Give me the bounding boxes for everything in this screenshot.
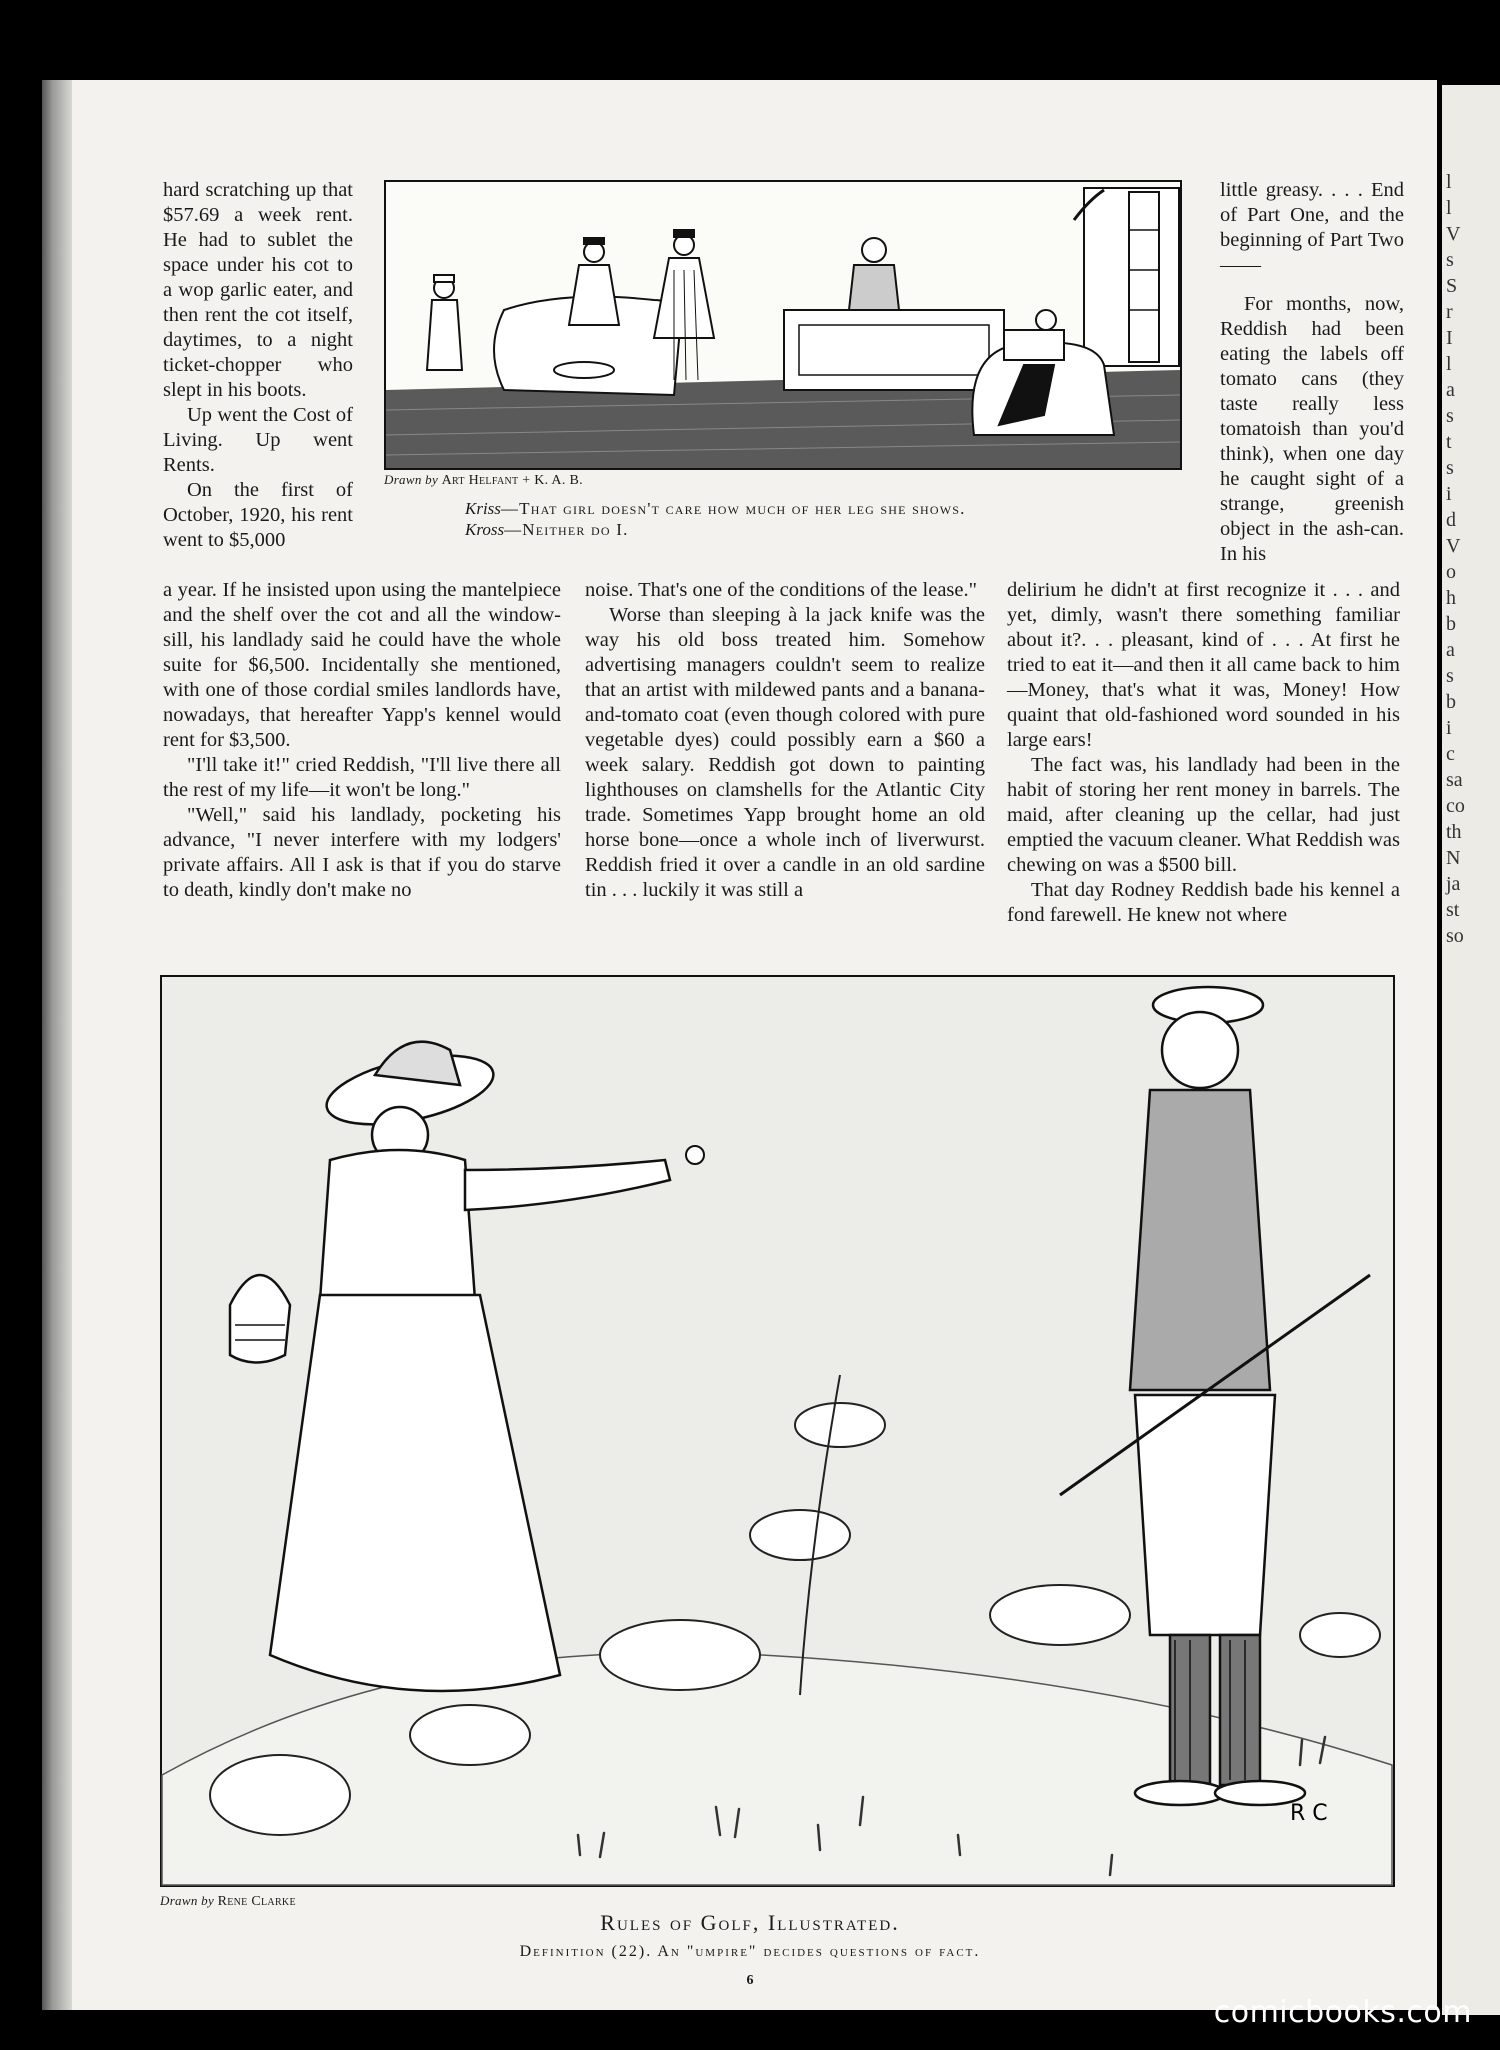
site-watermark: comicbooks.com <box>1213 1995 1472 2030</box>
adjacent-page-text-fragment: S <box>1446 275 1458 297</box>
adjacent-page-text-fragment: s <box>1446 665 1454 687</box>
credit-name: Art Helfant + K. A. B. <box>441 473 583 488</box>
cartoon-credit <box>384 472 583 489</box>
adjacent-page-text-fragment: co <box>1446 795 1465 817</box>
page-number: 6 <box>746 1973 754 1988</box>
adjacent-page-text-fragment: a <box>1446 639 1455 661</box>
paragraph: hard scratching up that $57.69 a week rent. He had to sublet the space under his cot to a wop garlic eater, and then rent the cot itself, daytimes, to a night ticket-chopper who slept in his boots. <box>163 179 353 401</box>
adjacent-page-text-fragment: i <box>1446 717 1452 739</box>
adjacent-page-text-fragment: d <box>1446 509 1456 531</box>
adjacent-page-text-fragment: N <box>1446 847 1461 869</box>
artist-signature: R C <box>1290 1801 1328 1826</box>
paragraph: "Well," said his landlady, pocketing his advance, "I never interfere with my lodgers' private affairs. All I ask is that if you do starve to death, kindly don't make no <box>163 804 561 901</box>
adjacent-page-text-fragment: r <box>1446 301 1453 323</box>
adjacent-page-text-fragment: ja <box>1446 873 1461 895</box>
caption-text: —Neither do I. <box>504 520 629 539</box>
page-binding <box>42 80 72 2010</box>
adjacent-page-text-fragment: so <box>1446 925 1464 947</box>
text-column-2 <box>585 578 985 903</box>
adjacent-page-text-fragment: st <box>1446 899 1460 921</box>
paragraph: "I'll take it!" cried Reddish, "I'll live there all the rest of my life—it won't be long." <box>163 754 561 801</box>
adjacent-page-text-fragment: th <box>1446 821 1462 843</box>
credit-prefix: Drawn by <box>160 1893 215 1908</box>
paragraph: noise. That's one of the conditions of the lease." <box>585 579 977 601</box>
adjacent-page-text-fragment: sa <box>1446 769 1463 791</box>
adjacent-page-text-fragment: h <box>1446 587 1456 609</box>
text-column-top-right <box>1220 178 1404 567</box>
adjacent-page-text-fragment: t <box>1446 431 1452 453</box>
paragraph: little greasy. . . . End of Part One, and the beginning of Part Two—— <box>1220 179 1404 276</box>
paragraph: The fact was, his landlady had been in the habit of storing her rent money in barrels. The maid, after cleaning up the cellar, had just emptied the vacuum cleaner. What Reddish was chewing on was a $500 bill. <box>1007 754 1400 876</box>
cartoon-subtitle: Definition (22). An "umpire" decides questions of fact. <box>519 1943 981 1960</box>
adjacent-page-text-fragment: s <box>1446 405 1454 427</box>
adjacent-page-edge <box>1442 85 1500 2015</box>
caption-speaker: Kriss <box>465 499 501 518</box>
paragraph: a year. If he insisted upon using the mantelpiece and the shelf over the cot and all the window-sill, his landlady said he could have the whole suite for $6,500. Incidentally she mentioned, with one of those cordial smiles landlords have, nowadays, that hereafter Yapp's kennel would rent for $3,500. <box>163 579 561 751</box>
cartoon-title: Rules of Golf, Illustrated. <box>600 1910 900 1935</box>
adjacent-page-text-fragment: b <box>1446 691 1456 713</box>
paragraph: delirium he didn't at first recognize it . . . and yet, dimly, wasn't there something familiar about it?. . . pleasant, kind of . . . At first he tried to eat it—and then it all came back to him—Money, that's what it was, Money! How quaint that old-fashioned word sounded in his large ears! <box>1007 579 1400 751</box>
text-column-top-left <box>163 178 353 553</box>
adjacent-page-text-fragment: l <box>1446 353 1452 375</box>
adjacent-page-text-fragment: c <box>1446 743 1455 765</box>
cartoon-illustration-office <box>384 180 1182 470</box>
caption-speaker: Kross <box>465 520 505 539</box>
cartoon-illustration-golf <box>160 975 1395 1887</box>
adjacent-page-text-fragment: l <box>1446 171 1452 193</box>
adjacent-page-text-fragment: V <box>1446 535 1461 557</box>
text-column-3 <box>1007 578 1400 928</box>
adjacent-page-text-fragment: i <box>1446 483 1452 505</box>
paragraph: For months, now, Reddish had been eating the labels off tomato cans (they taste really less tomatoish than you'd think), when one day he caught sight of a strange, greenish object in the ash-can. In his <box>1220 293 1404 565</box>
cartoon-credit <box>160 1893 296 1910</box>
paragraph: Up went the Cost of Living. Up went Rents. <box>163 404 353 476</box>
paragraph: On the first of October, 1920, his rent went to $5,000 <box>163 479 353 551</box>
text-column-1 <box>163 578 561 903</box>
adjacent-page-text-fragment: o <box>1446 561 1456 583</box>
adjacent-page-text-fragment: b <box>1446 613 1456 635</box>
adjacent-page-text-fragment: s <box>1446 457 1454 479</box>
adjacent-page-text-fragment: I <box>1446 327 1453 349</box>
paragraph: Worse than sleeping à la jack knife was the way his old boss treated him. Somehow advertising managers couldn't seem to realize that an artist with mildewed pants and a banana-and-tomato coat (even though colored with pure vegetable dyes) could possibly earn a $60 a week salary. Reddish got down to painting lighthouses on clamshells for the Atlantic City trade. Sometimes Yapp brought home an old horse bone—once a whole inch of liverwurst. Reddish fried it over a candle in an old sardine tin . . . luckily it was still a <box>585 604 985 901</box>
credit-name: Rene Clarke <box>217 1894 296 1909</box>
cartoon-caption <box>465 498 966 540</box>
credit-prefix: Drawn by <box>384 472 439 487</box>
caption-text: —That girl doesn't care how much of her leg she shows. <box>500 499 966 518</box>
adjacent-page-text-fragment: s <box>1446 249 1454 271</box>
adjacent-page-text-fragment: l <box>1446 197 1452 219</box>
adjacent-page-text-fragment: V <box>1446 223 1461 245</box>
paragraph: That day Rodney Reddish bade his kennel a fond farewell. He knew not where <box>1007 879 1400 926</box>
adjacent-page-text-fragment: a <box>1446 379 1455 401</box>
